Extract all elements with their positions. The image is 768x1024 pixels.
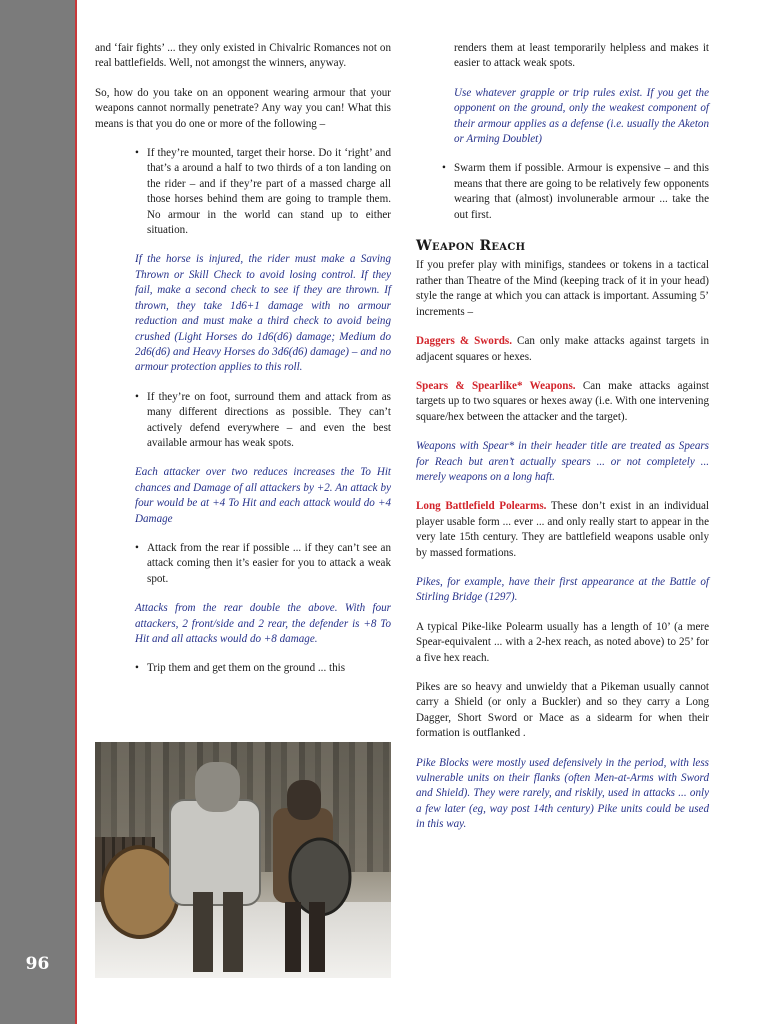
bullet-icon: • (135, 541, 139, 554)
page-sidebar (0, 0, 75, 1024)
bullet-text: Trip them and get them on the ground ... this (147, 662, 346, 675)
rule-note-spear: Weapons with Spear* in their header title are treated as Spears for Reach but aren’t actually spears ... or not completely ... merely weapons on a long haft. (416, 440, 709, 483)
bullet-trip (135, 661, 391, 676)
trip-continuation: renders them at least temporarily helpless and makes it easier to attack weak spots. (454, 42, 709, 70)
bullet-target-horse (135, 146, 391, 238)
rule-note-pike-blocks: Pike Blocks were mostly used defensively in the period, with less vulnerable units on their flanks (often Men-at-Arms with Sword and Shield). They were rarely, and riskily, used in attacks ... only a few later (eg, way post 14th century) Pike units could be used in this way. (416, 756, 709, 831)
pikeman-paragraph: Pikes are so heavy and unwieldy that a Pikeman usually cannot carry a Shield (or only a Buckler) and so they carry a Long Dagger, Short Sword or Mace as a sidearm for when their formation is outflanked . (416, 681, 709, 740)
rule-note-grapple: Use whatever grapple or trip rules exist. If you get the opponent on the ground, only the weakest component of their armour applies as a defense (i.e. usually the Aketon or Arming Doublet) (454, 86, 709, 146)
bullet-text: Swarm them if possible. Armour is expensive – and this means that there are going to be relatively few opponents wearing that (almost) involunerable armour ... take the out first. (454, 162, 709, 221)
left-column (95, 41, 391, 691)
daggers-swords-entry (416, 334, 709, 365)
polearms-title: Long Battlefield Polearms. (416, 500, 547, 513)
spears-entry (416, 379, 709, 425)
bullet-swarm (442, 161, 709, 223)
reach-intro-paragraph: If you prefer play with minifigs, standees or tokens in a tactical rather than Theatre of the Mind (keeping track of it in your head) style the range at which you can attack is important. Assuming 5’ increments – (416, 259, 709, 318)
daggers-swords-title: Daggers & Swords. (416, 335, 513, 348)
intro-paragraph: and ‘fair fights’ ... they only existed in Chivalric Romances not on real battlefields. Well, not amongst the winners, anyway. (95, 42, 391, 70)
armour-question-paragraph: So, how do you take on an opponent wearing armour that your weapons cannot normally penetrate? Any way you can! What this means is that you do one or more of the following – (95, 86, 391, 130)
section-heading-weapon-reach: Weapon Reach (416, 238, 526, 255)
page-number: 96 (25, 954, 50, 974)
spears-text: Can make attacks against targets up to two squares or hexes away (i.e. With one intervening square/hex between the attacker and the target). (416, 379, 709, 423)
rule-note-rear: Attacks from the rear double the above. With four attackers, 2 front/side and 2 rear, the defender is +8 To Hit and all attacks would do +8 damage. (135, 602, 391, 645)
bullet-rear-attack (135, 541, 391, 587)
bullet-text: If they’re on foot, surround them and attack from as many different directions as possible. They can’t actively defend everywhere – and even the best available armour has weak spots. (147, 390, 391, 449)
daggers-swords-text: Can only make attacks against targets in adjacent squares or hexes. (416, 335, 709, 363)
pike-length-paragraph: A typical Pike-like Polearm usually has a length of 10’ (a mere Spear-equivalent ... with a 2-hex reach, as noted above) to 25’ for a five hex reach. (416, 620, 709, 664)
polearms-text: These don’t exist in an individual player usable form ... ever ... and only really start to appear in the very late 15th century. They are battlefield weapons usable only by massed formations. (416, 500, 709, 559)
bullet-icon: • (135, 390, 139, 403)
sidebar-red-edge (75, 0, 77, 1024)
bullet-text: Attack from the rear if possible ... if they can’t see an attack coming then it’s easier for you to attack a weak spot. (147, 541, 391, 585)
warriors-illustration (95, 742, 391, 978)
rule-note-horse: If the horse is injured, the rider must make a Saving Thrown or Skill Check to avoid losing control. If they fail, make a second check to see if they are thrown. If thrown, they take 1d6+1 damage with no armour reduction and must make a third check to avoid being crushed (Light Horses do 1d6(d6) damage; Medium do 2d6(d6) and Heavy Horses do 3d6(d6) damage) – and no armour protection applies to this roll. (135, 253, 391, 374)
spears-title: Spears & Spearlike* Weapons. (416, 379, 576, 392)
rule-note-surround: Each attacker over two reduces increases the To Hit chances and Damage of all attackers by +2. An attack by four would be at +4 To Hit and each attack would do +4 Damage (135, 466, 391, 525)
polearms-entry (416, 499, 709, 561)
bullet-surround (135, 390, 391, 452)
right-column (416, 41, 709, 847)
bullet-text: If they’re mounted, target their horse. Do it ‘right’ and that’s a around a half to two thirds of a ton landing on the rider – and if they’re part of a massed charge all those horses behind them are going to trample them. No armour in the world can stand up to either situation. (147, 147, 391, 237)
rule-note-pikes: Pikes, for example, have their first appearance at the Battle of Stirling Bridge (1297). (416, 575, 709, 604)
armoured-warriors-photo (95, 742, 391, 978)
bullet-icon: • (135, 147, 139, 160)
bullet-icon: • (135, 662, 139, 675)
bullet-icon: • (442, 162, 446, 175)
